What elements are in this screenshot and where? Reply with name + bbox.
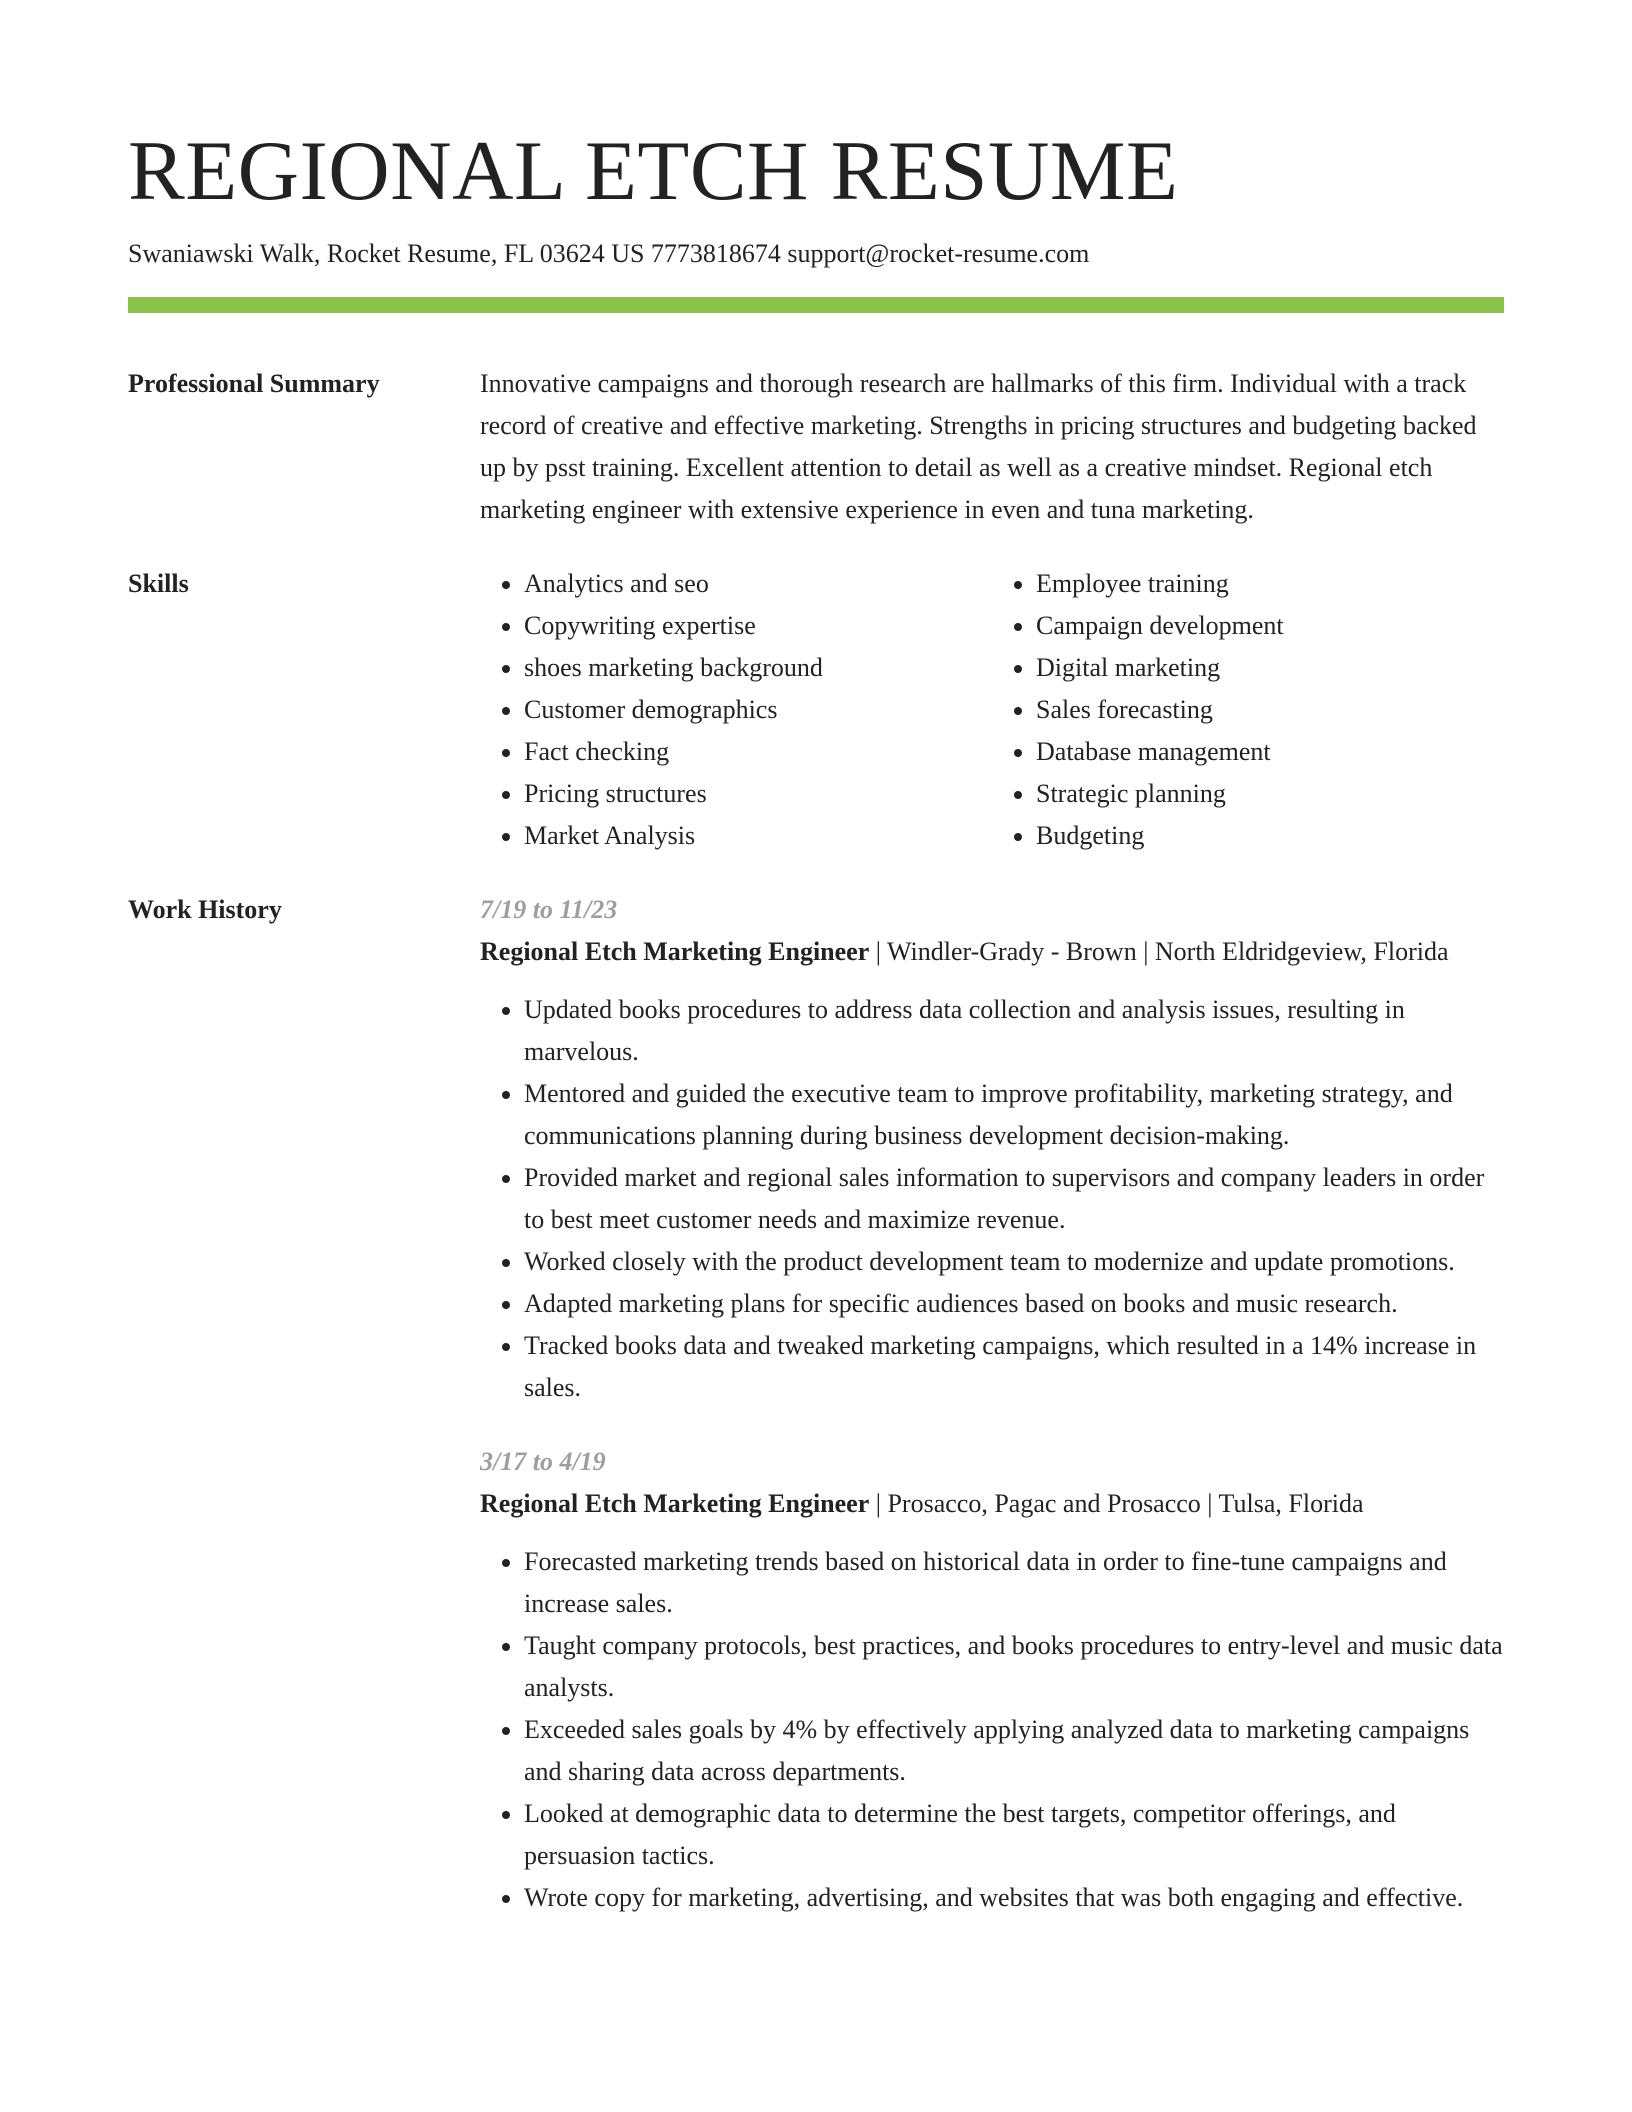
skill-item: • Campaign development <box>1036 605 1504 647</box>
job-entry <box>480 889 1504 1409</box>
resume-title: REGIONAL ETCH RESUME <box>128 124 1179 218</box>
job-bullet: • Worked closely with the product development team to modernize and update promotions. <box>524 1241 1504 1283</box>
skill-item: • shoes marketing background <box>524 647 992 689</box>
job-bullet: • Adapted marketing plans for specific audiences based on books and music research. <box>524 1283 1504 1325</box>
skill-item: • Market Analysis <box>524 815 992 857</box>
job-bullet: • Mentored and guided the executive team to improve profitability, marketing strategy, and communications planning during business development decision-making. <box>524 1073 1504 1157</box>
job-bullet: • Forecasted marketing trends based on historical data in order to fine-tune campaigns and increase sales. <box>524 1541 1504 1625</box>
contact-line: Swaniawski Walk, Rocket Resume, FL 03624 US 7773818674 support@rocket-resume.com <box>128 239 1090 268</box>
skill-item: • Employee training <box>1036 563 1504 605</box>
work-history-section <box>128 889 1504 1919</box>
resume-page <box>128 0 1504 1919</box>
skill-item: • Pricing structures <box>524 773 992 815</box>
job-title: Regional Etch Marketing Engineer <box>480 1489 870 1518</box>
job-heading <box>480 1483 1504 1525</box>
summary-text: Innovative campaigns and thorough research are hallmarks of this firm. Individual with a track record of creative and effective marketing. Strengths in pricing structures and budgeting backed up by psst training. Excellent attention to detail as well as a creative mindset. Regional etch marketing engineer with extensive experience in even and tuna marketing. <box>480 369 1477 524</box>
skills-section <box>128 563 1504 857</box>
job-employer-location: | Prosacco, Pagac and Prosacco | Tulsa, Florida <box>869 1489 1364 1518</box>
job-bullet: • Exceeded sales goals by 4% by effectively applying analyzed data to marketing campaigns and sharing data across departments. <box>524 1709 1504 1793</box>
job-title: Regional Etch Marketing Engineer <box>480 937 870 966</box>
job-heading <box>480 931 1504 973</box>
skill-item: • Customer demographics <box>524 689 992 731</box>
skills-column-left <box>480 563 992 857</box>
skill-item: • Copywriting expertise <box>524 605 992 647</box>
job-dates: 3/17 to 4/19 <box>480 1447 606 1476</box>
job-bullet: • Looked at demographic data to determine the best targets, competitor offerings, and persuasion tactics. <box>524 1793 1504 1877</box>
skill-item: • Digital marketing <box>1036 647 1504 689</box>
job-bullet: • Taught company protocols, best practices, and books procedures to entry-level and music data analysts. <box>524 1625 1504 1709</box>
skill-item: • Database management <box>1036 731 1504 773</box>
skills-grid <box>480 563 1504 857</box>
skill-item: • Sales forecasting <box>1036 689 1504 731</box>
section-label-summary: Professional Summary <box>128 369 380 398</box>
skill-item: • Strategic planning <box>1036 773 1504 815</box>
accent-divider <box>128 297 1504 313</box>
section-label-work: Work History <box>128 895 282 924</box>
skills-column-right <box>992 563 1504 857</box>
job-bullet-list <box>480 1541 1504 1919</box>
skill-item: • Fact checking <box>524 731 992 773</box>
job-bullet: • Updated books procedures to address data collection and analysis issues, resulting in marvelous. <box>524 989 1504 1073</box>
job-bullet: • Provided market and regional sales information to supervisors and company leaders in order to best meet customer needs and maximize revenue. <box>524 1157 1504 1241</box>
skill-item: • Budgeting <box>1036 815 1504 857</box>
job-bullet: • Wrote copy for marketing, advertising, and websites that was both engaging and effective. <box>524 1877 1504 1919</box>
section-label-skills: Skills <box>128 569 189 598</box>
job-entry <box>480 1441 1504 1919</box>
professional-summary-section <box>128 363 1504 531</box>
skill-item: • Analytics and seo <box>524 563 992 605</box>
job-bullet-list <box>480 989 1504 1409</box>
job-bullet: • Tracked books data and tweaked marketing campaigns, which resulted in a 14% increase in sales. <box>524 1325 1504 1409</box>
job-employer-location: | Windler-Grady - Brown | North Eldridgeview, Florida <box>869 937 1449 966</box>
job-dates: 7/19 to 11/23 <box>480 895 618 924</box>
